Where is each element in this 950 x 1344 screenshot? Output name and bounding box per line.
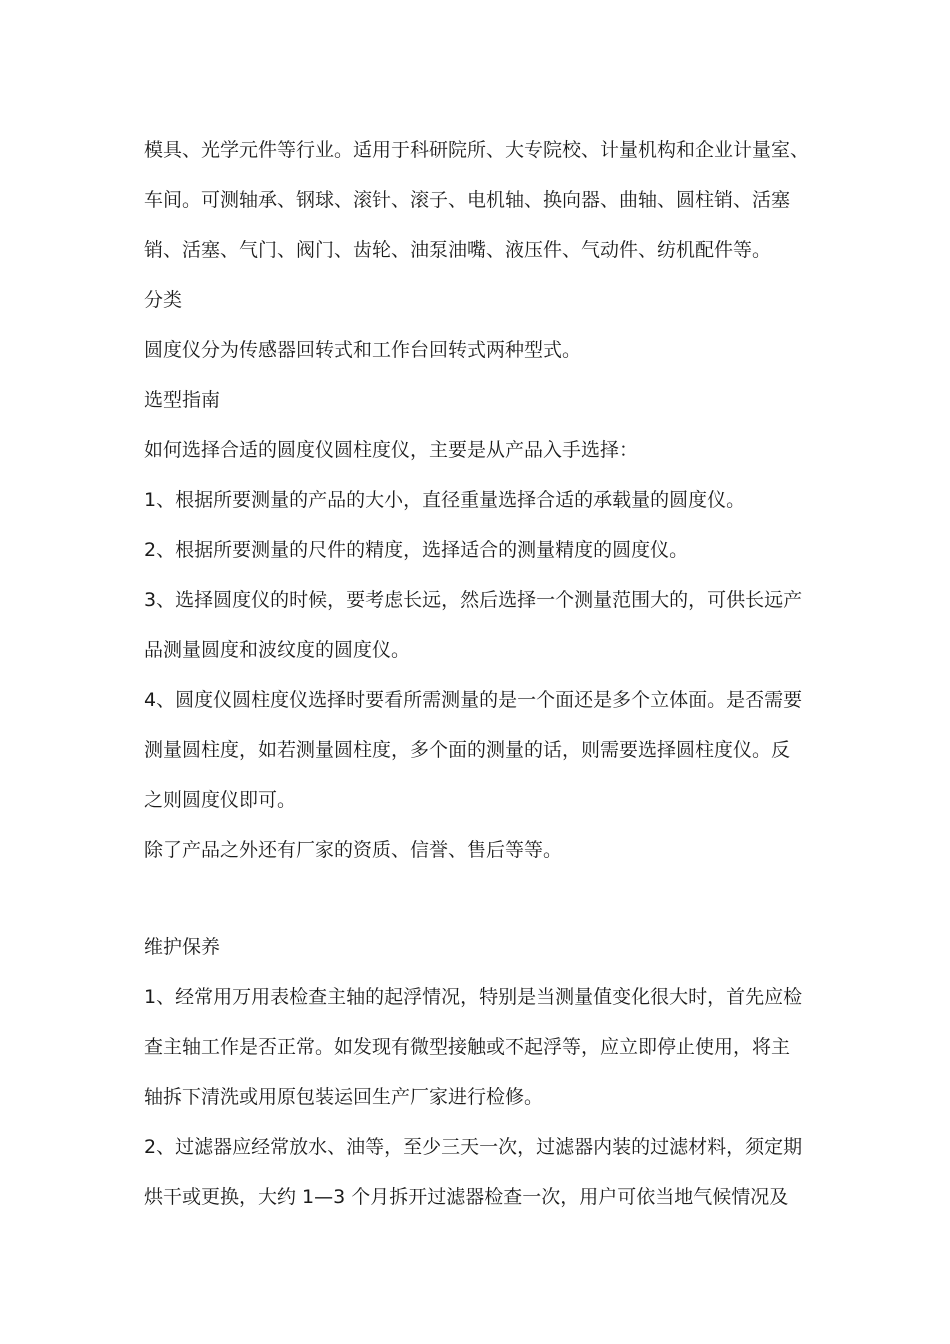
- text-line: 4、圆度仪圆柱度仪选择时要看所需测量的是一个面还是多个立体面。是否需要: [144, 689, 803, 711]
- text-line: 车间。可测轴承、钢球、滚针、滚子、电机轴、换向器、曲轴、圆柱销、活塞: [144, 189, 791, 211]
- text-line: 2、根据所要测量的尺件的精度，选择适合的测量精度的圆度仪。: [144, 539, 689, 561]
- text-line: 3、选择圆度仪的时候，要考虑长远，然后选择一个测量范围大的，可供长远产: [144, 589, 803, 611]
- text-line: 1、经常用万用表检查主轴的起浮情况，特别是当测量值变化很大时，首先应检: [144, 986, 803, 1008]
- text-line: 模具、光学元件等行业。适用于科研院所、大专院校、计量机构和企业计量室、: [144, 139, 810, 161]
- text-line: 查主轴工作是否正常。如发现有微型接触或不起浮等，应立即停止使用，将主: [144, 1036, 791, 1058]
- text-line: 品测量圆度和波纹度的圆度仪。: [144, 639, 411, 661]
- text-line: 圆度仪分为传感器回转式和工作台回转式两种型式。: [144, 339, 582, 361]
- section-heading: 维护保养: [144, 936, 221, 958]
- text-line: 2、过滤器应经常放水、油等，至少三天一次，过滤器内装的过滤材料，须定期: [144, 1136, 803, 1158]
- text-line: 如何选择合适的圆度仪圆柱度仪，主要是从产品入手选择：: [144, 439, 639, 461]
- section-heading: 选型指南: [144, 389, 221, 411]
- text-line: 之则圆度仪即可。: [144, 789, 297, 811]
- text-line: 1、根据所要测量的产品的大小，直径重量选择合适的承载量的圆度仪。: [144, 489, 746, 511]
- text-line: 销、活塞、气门、阀门、齿轮、油泵油嘴、液压件、气动件、纺机配件等。: [144, 239, 772, 261]
- text-line: 测量圆柱度，如若测量圆柱度，多个面的测量的话，则需要选择圆柱度仪。反: [144, 739, 791, 761]
- text-line: 烘干或更换，大约 1—3 个月拆开过滤器检查一次，用户可依当地气候情况及: [144, 1186, 789, 1208]
- section-heading: 分类: [144, 289, 183, 311]
- text-line: 轴拆下清洗或用原包装运回生产厂家进行检修。: [144, 1086, 544, 1108]
- text-line: 除了产品之外还有厂家的资质、信誉、售后等等。: [144, 839, 563, 861]
